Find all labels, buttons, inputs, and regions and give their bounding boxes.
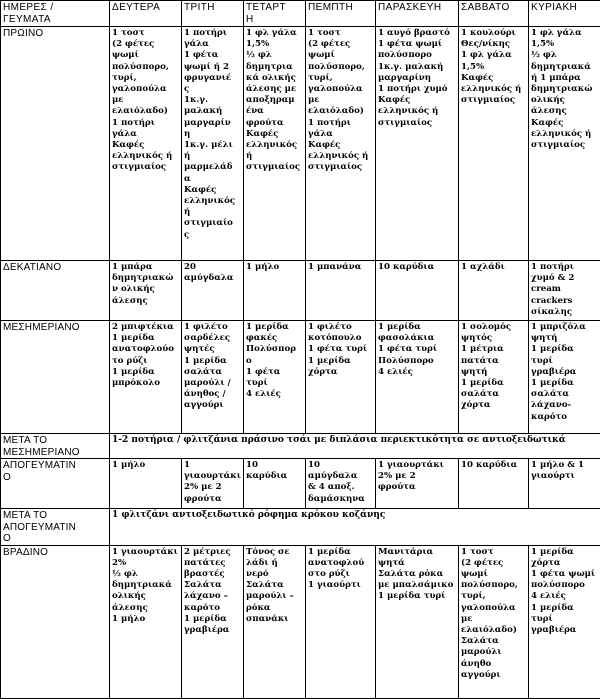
cell-dinner-saturday: 1 τοστ (2 φέτες ψωμί πολύσπορο, τυρί, γαλοπούλα με ελαιόλαδο) Σαλάτα μαρούλι άνηθο αγγούρι [459,545,529,698]
meal-label-lunch: ΜΕΣΗΜΕΡΙΑΝΟ [1,321,110,434]
cell-lunch-tuesday: 1 φιλέτο σαρδέλες ψητές 1 μερίδα σαλάτα μαρούλι / άνηθος / αγγούρι [182,321,244,434]
cell-dinner-tuesday: 2 μέτριες πατάτες βραστές Σαλάτα λάχανο – καρότο 1 μερίδα γραβιέρα [182,545,244,698]
cell-lunch-friday: 1 μερίδα φασολάκια 1 φέτα τυρί Πολύσπορο 4 ελιές [376,321,459,434]
meal-label-after-lunch: ΜΕΤΑ ΤΟ ΜΕΣΗΜΕΡΙΑΝΟ [1,434,110,459]
row-lunch [1,321,600,434]
cell-breakfast-sunday: 1 φλ γάλα 1,5% ½ φλ δημητριακά ή 1 μπάρα δημητριακώ ολικής άλεσης Καφές ελληνικός ή στιγμιαίος [529,27,600,261]
header-day-saturday: ΣΑΒΒΑΤΟ [459,1,529,27]
cell-afternoon-saturday: 10 καρύδια [459,459,529,509]
cell-after-afternoon-note: 1 φλιτζάνι αντιοξειδωτικό ρόφημα κρόκου κοζάνης [110,509,600,546]
cell-afternoon-monday: 1 μήλο [110,459,182,509]
header-day-tuesday: ΤΡΙΤΗ [182,1,244,27]
cell-breakfast-friday: 1 αυγό βραστό 1 φέτα ψωμί πολύσπορο 1κ.γ. μαλακή μαργαρίνη 1 ποτήρι χυμό Καφές ελληνικός ή στιγμιαίος [376,27,459,261]
cell-lunch-thursday: 1 φιλέτο κοτόπουλο 1 φέτα τυρί 1 μερίδα χόρτα [306,321,376,434]
cell-afternoon-sunday: 1 μήλο & 1 γιαούρτι [529,459,600,509]
row-dinner [1,545,600,698]
cell-morning-snack-monday: 1 μπάρα δημητριακώ ν ολικής άλεσης [110,261,182,321]
row-afternoon [1,459,600,509]
cell-afternoon-thursday: 10 αμύγδαλα & 4 αποξ. δαμάσκηνα [306,459,376,509]
cell-dinner-monday: 1 γιαουρτάκι 2% ½ φλ δημητριακά ολικής άλεσης 1 μήλο [110,545,182,698]
cell-dinner-sunday: 1 μερίδα χόρτα 1 φέτα ψωμί πολύσπορο 4 ελιές 1 μερίδα τυρί γραβιέρα [529,545,600,698]
row-after-lunch [1,434,600,459]
cell-breakfast-monday: 1 τοστ (2 φέτες ψωμί πολύσπορο, τυρί, γαλοπούλα με ελαιόλαδο) 1 ποτήρι γάλα Καφές ελληνικός ή στιγμιαίος [110,27,182,261]
cell-breakfast-tuesday: 1 ποτήρι γάλα 1 φέτα ψωμί ή 2 φρυγανιέ ς 1κ.γ. μαλακή μαργαρίν η 1κ.γ. μέλι ή μαρμελάδ α Καφές ελληνικός ή στιγμιαίο ς [182,27,244,261]
cell-breakfast-thursday: 1 τοστ (2 φέτες ψωμί πολύσπορο, τυρί, γαλοπούλα με ελαιόλαδο) 1 ποτήρι γάλα Καφές ελληνικός ή στιγμιαίος [306,27,376,261]
cell-breakfast-wednesday: 1 φλ γάλα 1,5% ½ φλ δημητρια κά ολικής άλεσης με αποξηραμ ένα φρούτα Καφές ελληνικός ή στιγμιαίος [244,27,306,261]
cell-morning-snack-thursday: 1 μπανάνα [306,261,376,321]
cell-afternoon-tuesday: 1 γιαουρτάκι 2% με 2 φρούτα [182,459,244,509]
header-corner: ΗΜΕΡΕΣ / ΓΕΥΜΑΤΑ [1,1,110,27]
cell-morning-snack-sunday: 1 ποτήρι χυμό & 2 cream crackers σίκαλης [529,261,600,321]
row-snack-morning [1,261,600,321]
cell-lunch-monday: 2 μπιφτέκια 1 μερίδα ανατοφλούο το ρύζι 1 μερίδα μπρόκολο [110,321,182,434]
header-row [1,1,600,27]
cell-breakfast-saturday: 1 κουλούρι Θες/νίκης 1 φλ γάλα 1,5% Καφές ελληνικός ή στιγμιαίος [459,27,529,261]
header-day-friday: ΠΑΡΑΣΚΕΥΗ [376,1,459,27]
meal-label-breakfast: ΠΡΩΙΝΟ [1,27,110,261]
cell-dinner-friday: Μανιτάρια ψητά Σαλάτα ρόκα με μπαλσάμικο 1 μερίδα τυρί [376,545,459,698]
cell-morning-snack-tuesday: 20 αμύγδαλα [182,261,244,321]
meal-label-dinner: ΒΡΑΔΙΝΟ [1,545,110,698]
header-day-sunday: ΚΥΡΙΑΚΗ [529,1,600,27]
meal-label-afternoon: ΑΠΟΓΕΥΜΑΤΙΝ Ο [1,459,110,509]
cell-afternoon-wednesday: 10 καρύδια [244,459,306,509]
cell-dinner-wednesday: Τόνος σε λάδι ή νερό Σαλάτα μαρούλι – ρόκα σπανάκι [244,545,306,698]
meal-label-after-afternoon: ΜΕΤΑ ΤΟ ΑΠΟΓΕΥΜΑΤΙΝ Ο [1,509,110,546]
cell-after-lunch-note: 1-2 ποτήρια / φλιτζάνια πράσινο τσάι με διπλάσια περιεκτικότητα σε αντιοξειδωτικά [110,434,600,459]
cell-lunch-saturday: 1 σολομός ψητός 1 μέτρια πατάτα ψητή 1 μερίδα σαλάτα χόρτα [459,321,529,434]
meal-label-morning-snack: ΔΕΚΑΤΙΑΝΟ [1,261,110,321]
header-day-wednesday: ΤΕΤΑΡΤ Η [244,1,306,27]
row-after-afternoon [1,509,600,546]
header-day-monday: ΔΕΥΤΕΡΑ [110,1,182,27]
header-day-thursday: ΠΕΜΠΤΗ [306,1,376,27]
cell-lunch-wednesday: 1 μερίδα φακές Πολύσπορ ο 1 φέτα τυρί 4 ελιές [244,321,306,434]
cell-morning-snack-wednesday: 1 μήλο [244,261,306,321]
cell-afternoon-friday: 1 γιαουρτάκι 2% με 2 φρούτα [376,459,459,509]
cell-dinner-thursday: 1 μερίδα ανατοφλού στο ρύζι 1 γιαούρτι [306,545,376,698]
row-breakfast [1,27,600,261]
cell-morning-snack-saturday: 1 αχλάδι [459,261,529,321]
cell-lunch-sunday: 1 μπριζόλα ψητή 1 μερίδα τυρί γραβιέρα 1 μερίδα σαλάτα λάχανο- καρότο [529,321,600,434]
cell-morning-snack-friday: 10 καρύδια [376,261,459,321]
